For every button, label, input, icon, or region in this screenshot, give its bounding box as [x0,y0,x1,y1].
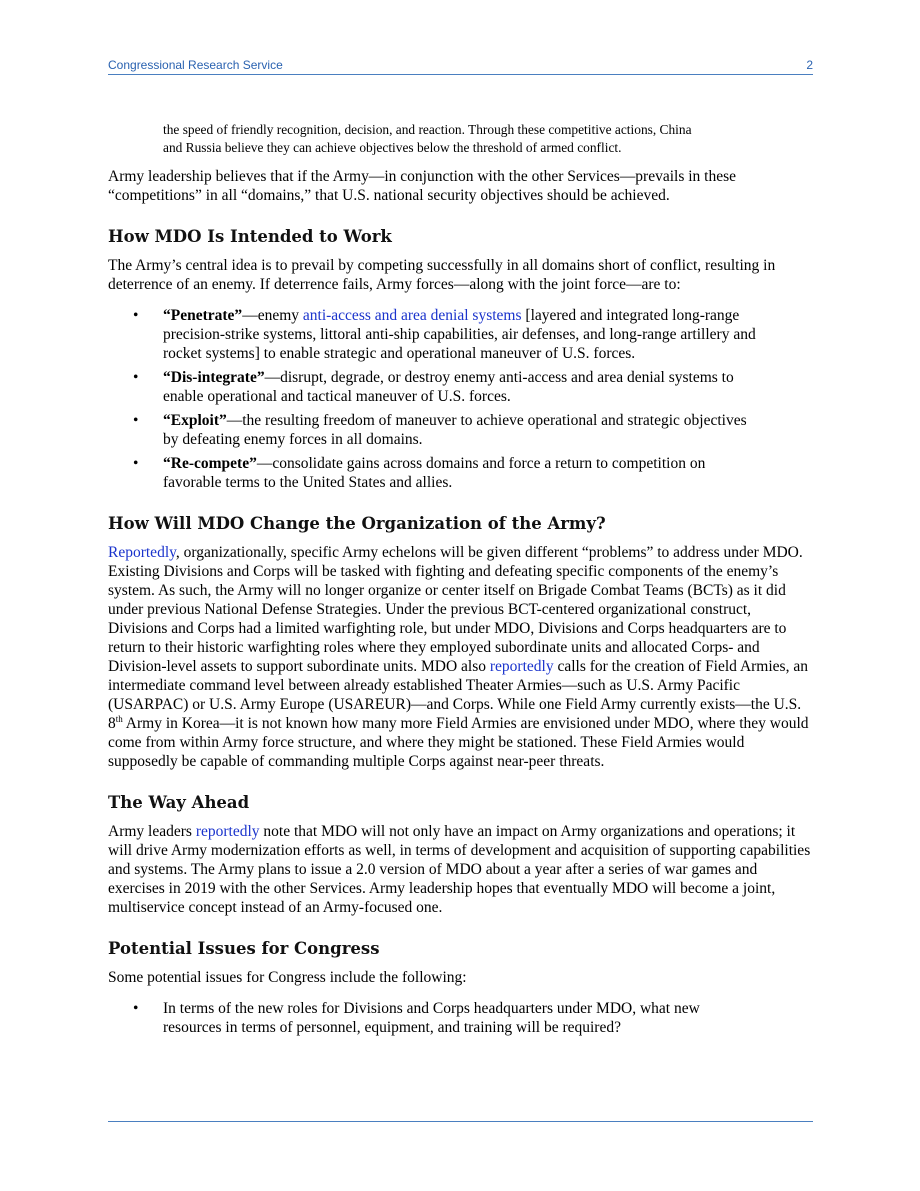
bullet-icon: • [133,455,139,472]
issue-1-text: In terms of the new roles for Divisions and Corps headquarters under MDO, what new resources in terms of personnel, equipment, and training will be required? [163,1000,700,1036]
section1-bullet-list [108,306,813,492]
link-reportedly-1[interactable]: Reportedly [108,544,176,561]
bullet-icon: • [133,1000,139,1017]
heading-organization-change: How Will MDO Change the Organization of the Army? [108,514,606,533]
link-reportedly-2[interactable]: reportedly [489,658,554,675]
page-number: 2 [806,58,813,72]
section2-text-3: Army in Korea—it is not known how many more Field Armies are envisioned under MDO, where they would come from within Army force structure, and where they might be stationed. These Field Armies would supposedly be capable of commanding multiple Corps against near-peer threats. [108,715,809,770]
bullet-penetrate-text: [layered and integrated long-range precision-strike systems, littoral anti-ship capabilities, air defenses, and long-range artillery and rocket systems] to enable strategic and operational maneuver of U.S. forces. [163,307,756,362]
intro-paragraph: Army leadership believes that if the Army—in conjunction with the other Services—prevails in these “competitions” in all “domains,” that U.S. national security objectives should be achieved. [108,168,737,204]
section1-paragraph: The Army’s central idea is to prevail by competing successfully in all domains short of conflict, resulting in deterrence of an enemy. If deterrence fails, Army forces—along with the joint force—are to: [108,257,776,293]
footer-rule [108,1121,813,1122]
block-quote [163,121,768,157]
bullet-icon: • [133,307,139,324]
bullet-re-compete-text: —consolidate gains across domains and force a return to competition on favorable terms to the United States and allies. [163,455,706,491]
bullet-issue-1 [108,999,758,1037]
bullet-penetrate [108,306,758,363]
link-anti-access-systems[interactable]: anti-access and area denial systems [302,307,522,324]
ordinal-suffix: th [115,714,123,724]
section2-text-2: calls for the creation of Field Armies, an intermediate command level between already established Theater Armies—such as U.S. Army Pacific (USARPAC) or U.S. Army Europe (USAREUR)—and Corps. While one Field Army currently exists—the U.S. 8 [108,658,808,732]
section2-paragraph [108,543,813,771]
bullet-exploit-text: —the resulting freedom of maneuver to achieve operational and strategic objectives by defeating enemy forces in all domains. [163,412,747,448]
bullet-dis-integrate [108,368,758,406]
bullet-icon: • [133,369,139,386]
term-dis-integrate: “Dis-integrate” [163,369,265,386]
quote-line-1: the speed of friendly recognition, decision, and reaction. Through these competitive actions, China [163,122,692,137]
bullet-penetrate-pre: —enemy [242,307,303,324]
heading-how-mdo-works: How MDO Is Intended to Work [108,227,392,246]
bullet-re-compete [108,454,758,492]
section3-text-2: note that MDO will not only have an impact on Army organizations and operations; it will drive Army modernization efforts as well, in terms of development and acquisition of supporting capabilities and systems. The Army plans to issue a 2.0 version of MDO about a year after a series of war games and exercises in 2019 with the other Services. Army leadership hopes that eventually MDO will become a joint, multiservice concept instead of an Army-focused one. [108,823,811,916]
bullet-dis-integrate-text: —disrupt, degrade, or destroy enemy anti-access and area denial systems to enable operational and tactical maneuver of U.S. forces. [163,369,734,405]
header-organization: Congressional Research Service [108,58,283,72]
section3-paragraph [108,822,813,917]
quote-line-2: and Russia believe they can achieve objectives below the threshold of armed conflict. [163,140,622,155]
bullet-icon: • [133,412,139,429]
section4-bullet-list [108,999,813,1037]
section3-text-1: Army leaders [108,823,196,840]
bullet-exploit [108,411,758,449]
term-penetrate: “Penetrate” [163,307,243,324]
term-exploit: “Exploit” [163,412,227,429]
document-body [108,121,813,1049]
section4-paragraph: Some potential issues for Congress include the following: [108,969,467,986]
running-header [108,58,813,75]
term-re-compete: “Re-compete” [163,455,257,472]
heading-potential-issues: Potential Issues for Congress [108,939,380,958]
heading-way-ahead: The Way Ahead [108,793,250,812]
link-reportedly-3[interactable]: reportedly [195,823,260,840]
section2-text-1: , organizationally, specific Army echelons will be given different “problems” to address under MDO. Existing Divisions and Corps will be tasked with fighting and defeating specific components of the enemy’s system. As such, the Army will no longer organize or center itself on Brigade Combat Teams (BCTs) as it did under previous National Defense Strategies. Under the previous BCT-centered organizational construct, Divisions and Corps had a limited warfighting role, but under MDO, Divisions and Corps headquarters are to return to their historic warfighting roles where they employed subordinate units and allocated Corps- and Division-level assets to support subordinate units. MDO also [108,544,803,675]
